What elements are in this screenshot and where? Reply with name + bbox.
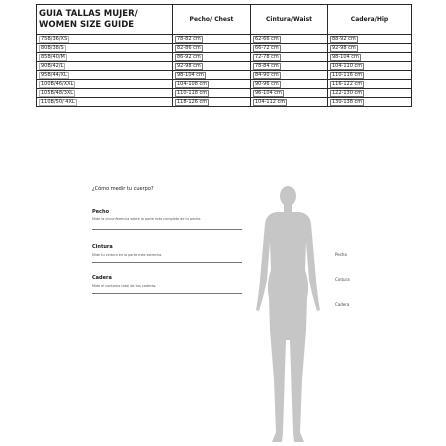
table-cell (37, 53, 173, 62)
cell-value: 105B/48/3XL (41, 90, 74, 96)
table-cell (37, 89, 173, 98)
table-cell (37, 71, 173, 80)
size-guide-table (36, 4, 412, 107)
header-waist: Cintura/Waist (251, 5, 328, 35)
table-cell (251, 35, 328, 44)
cell-value: 95B/44/XL (41, 72, 67, 78)
table-cell (251, 80, 328, 89)
table-cell (37, 44, 173, 53)
cell-value: 122-130 cm (332, 90, 363, 96)
table-cell (328, 98, 412, 107)
table-cell (37, 98, 173, 107)
table-cell (173, 35, 251, 44)
cell-value: 90B/42/L (41, 63, 64, 69)
cell-value: 84-90 cm (255, 72, 279, 78)
figure-waist-label: Cintura (335, 277, 350, 282)
guide-title: ¿Cómo medir tu cuerpo? (92, 186, 154, 192)
cell-value: 104-110 cm (332, 63, 363, 69)
hip-label: Cadera (92, 275, 112, 281)
cell-value: 96-104 cm (255, 90, 282, 96)
table-cell (173, 80, 251, 89)
table-cell (173, 44, 251, 53)
table-cell (328, 53, 412, 62)
cell-value: 100B/46/XXL (41, 81, 74, 87)
table-cell (173, 53, 251, 62)
table-cell (251, 53, 328, 62)
waist-label: Cintura (92, 244, 113, 250)
table-cell (251, 89, 328, 98)
chest-description: Mide la circunferencia sobre la parte más completa de tu pecho. (92, 217, 202, 221)
cell-value: 118-126 cm (177, 99, 208, 105)
chest-label: Pecho (92, 209, 110, 215)
waist-divider (92, 262, 242, 263)
table-cell (328, 35, 412, 44)
cell-value: 110B/50/ 4XL (41, 99, 75, 105)
table-cell (37, 35, 173, 44)
table-cell (173, 62, 251, 71)
cell-value: 92-98 cm (177, 63, 201, 69)
cell-value: 78-82 cm (177, 36, 201, 42)
cell-value: 116-122 cm (332, 81, 363, 87)
figure-chest-label: Pecho (335, 252, 347, 257)
figure-hip-label: Cadera (335, 302, 350, 307)
table-cell (37, 62, 173, 71)
table-title: GUIA TALLAS MUJER/ WOMEN SIZE GUIDE (37, 5, 173, 35)
hip-description: Mide el contorno total de tus caderas. (92, 284, 157, 288)
chest-divider (92, 229, 242, 230)
cell-value: 86-92 cm (177, 54, 201, 60)
table-row (37, 62, 412, 71)
table-header-row (37, 5, 412, 35)
table-cell (173, 98, 251, 107)
table-row (37, 44, 412, 53)
table-cell (328, 44, 412, 53)
cell-value: 98-104 cm (177, 72, 204, 78)
table-row (37, 35, 412, 44)
hip-divider (92, 293, 242, 294)
table-cell (328, 89, 412, 98)
table-cell (173, 71, 251, 80)
cell-value: 78-84 cm (255, 63, 279, 69)
cell-value: 92-98 cm (332, 45, 356, 51)
table-row (37, 98, 412, 107)
cell-value: 88-92 cm (332, 36, 356, 42)
cell-value: 110-116 cm (332, 72, 363, 78)
cell-value: 130-138 cm (332, 99, 363, 105)
cell-value: 90-96 cm (255, 81, 279, 87)
cell-value: 104-112 cm (255, 99, 286, 105)
cell-value: 72-78 cm (255, 54, 279, 60)
table-cell (328, 80, 412, 89)
cell-value: 82-86 cm (177, 45, 201, 51)
table-cell (251, 62, 328, 71)
table-row (37, 71, 412, 80)
table-row (37, 53, 412, 62)
table-row (37, 89, 412, 98)
table-row (37, 80, 412, 89)
table-cell (173, 89, 251, 98)
cell-value: 98-104 cm (332, 54, 359, 60)
cell-value: 80B/38/S (41, 45, 64, 51)
cell-value: 75B/36/XS (41, 36, 68, 42)
cell-value: 62-66 cm (255, 36, 279, 42)
body-silhouette-icon (248, 180, 328, 446)
cell-value: 110-118 cm (177, 90, 208, 96)
header-chest: Pecho/ Chest (173, 5, 251, 35)
table-cell (251, 71, 328, 80)
table-cell (251, 44, 328, 53)
header-hip: Cadera/Hip (328, 5, 412, 35)
table-cell (37, 80, 173, 89)
table-cell (251, 98, 328, 107)
waist-description: Mide tu cintura en la parte más estrecha. (92, 253, 163, 257)
table-cell (328, 71, 412, 80)
table-cell (328, 62, 412, 71)
cell-value: 104-108 cm (177, 81, 208, 87)
cell-value: 66-72 cm (255, 45, 279, 51)
cell-value: 85B/40/M (41, 54, 65, 60)
